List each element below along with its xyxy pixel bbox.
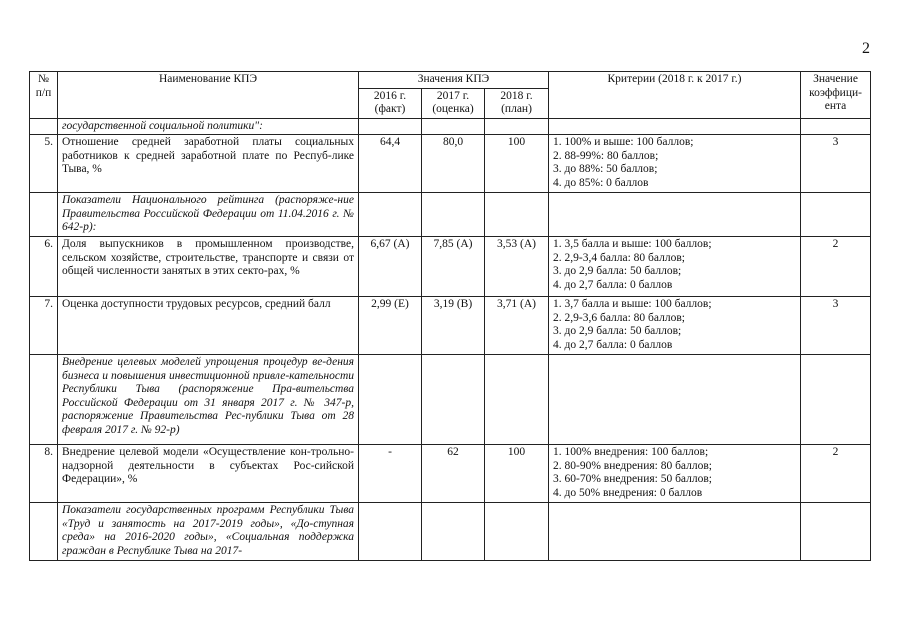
- value-2017: 3,19 (В): [422, 297, 485, 355]
- table-row: [30, 237, 871, 297]
- value-2017: 80,0: [422, 135, 485, 193]
- section-title: государственной социальной политики":: [58, 118, 359, 135]
- criteria-item: 4. до 50% внедрения: 0 баллов: [553, 486, 703, 499]
- indicator-name: Оценка доступности трудовых ресурсов, средний балл: [58, 297, 359, 355]
- criteria-item: 1. 3,7 балла и выше: 100 баллов;: [553, 298, 712, 310]
- page-number: 2: [862, 40, 870, 57]
- header-coefficient: Значение коэффици-ента: [801, 72, 871, 119]
- header-values: Значения КПЭ: [359, 72, 549, 89]
- header-2018: 2018 г. (план): [485, 88, 549, 118]
- criteria-list: [549, 237, 801, 297]
- coefficient-value: 3: [801, 297, 871, 355]
- value-2018: 3,53 (А): [485, 237, 549, 297]
- criteria-item: 3. до 2,9 балла: 50 баллов;: [553, 265, 682, 277]
- criteria-list: [549, 135, 801, 193]
- criteria-item: 4. до 2,7 балла: 0 баллов: [553, 338, 673, 351]
- row-number: 7.: [30, 297, 58, 355]
- criteria-item: 2. 80-90% внедрения: 80 баллов;: [553, 459, 712, 472]
- section-row: [30, 118, 871, 135]
- header-2017: 2017 г. (оценка): [422, 88, 485, 118]
- value-2016: -: [359, 445, 422, 503]
- header-name: Наименование КПЭ: [58, 72, 359, 119]
- header-row-1: [30, 72, 871, 89]
- header-criteria: Критерии (2018 г. к 2017 г.): [549, 72, 801, 119]
- criteria-list: [549, 445, 801, 503]
- table-row: [30, 445, 871, 503]
- table-row: [30, 297, 871, 355]
- criteria-item: 3. до 2,9 балла: 50 баллов;: [553, 325, 682, 337]
- section-row: [30, 193, 871, 237]
- value-2016: 64,4: [359, 135, 422, 193]
- row-number: 8.: [30, 445, 58, 503]
- header-2016: 2016 г. (факт): [359, 88, 422, 118]
- criteria-item: 2. 2,9-3,6 балла: 80 баллов;: [553, 311, 685, 324]
- criteria-item: 3. 60-70% внедрения: 50 баллов;: [553, 473, 712, 485]
- section-title: Показатели Национального рейтинга (распоряже-ние Правительства Российской Федерации от 11.04.2016 г. № 642-р):: [58, 193, 359, 237]
- criteria-item: 2. 88-99%: 80 баллов;: [553, 149, 659, 162]
- kpe-table: [29, 71, 871, 561]
- row-number: 6.: [30, 237, 58, 297]
- value-2018: 3,71 (А): [485, 297, 549, 355]
- value-2016: 2,99 (Е): [359, 297, 422, 355]
- header-num: № п/п: [30, 72, 58, 119]
- criteria-item: 1. 3,5 балла и выше: 100 баллов;: [553, 238, 712, 250]
- section-title: Показатели государственных программ Республики Тыва «Труд и занятость на 2017-2019 годы», «До-ступная среда» на 2016-2020 годы», «Социальная поддержка граждан в Республике Тыва на 2017-: [58, 503, 359, 561]
- coefficient-value: 3: [801, 135, 871, 193]
- criteria-list: [549, 297, 801, 355]
- indicator-name: Доля выпускников в промышленном производстве, сельском хозяйстве, строительстве, транспорте и связи от общей численности занятых в этих секто-рах, %: [58, 237, 359, 297]
- value-2016: 6,67 (А): [359, 237, 422, 297]
- value-2018: 100: [485, 135, 549, 193]
- value-2017: 62: [422, 445, 485, 503]
- section-row: [30, 503, 871, 561]
- section-title: Внедрение целевых моделей упрощения процедур ве-дения бизнеса и повышения инвестиционной привле-кательности Республики Тыва (распоряжение Пра-вительства Российской Федерации от 31 января 2017 г. № 347-р, распоряжение Правительства Рес-публики Тыва от 28 февраля 2017 г. № 92-р): [58, 355, 359, 445]
- criteria-item: 4. до 2,7 балла: 0 баллов: [553, 278, 673, 291]
- criteria-item: 2. 2,9-3,4 балла: 80 баллов;: [553, 251, 685, 264]
- value-2018: 100: [485, 445, 549, 503]
- coefficient-value: 2: [801, 237, 871, 297]
- value-2017: 7,85 (А): [422, 237, 485, 297]
- criteria-item: 1. 100% и выше: 100 баллов;: [553, 136, 694, 148]
- indicator-name: Внедрение целевой модели «Осуществление кон-трольно-надзорной деятельности в субъектах Рос-сийской Федерации», %: [58, 445, 359, 503]
- criteria-item: 3. до 88%: 50 баллов;: [553, 163, 658, 175]
- table-row: [30, 135, 871, 193]
- criteria-item: 4. до 85%: 0 баллов: [553, 176, 649, 189]
- indicator-name: Отношение средней заработной платы социальных работников к средней заработной плате по Респуб-лике Тыва, %: [58, 135, 359, 193]
- row-number: 5.: [30, 135, 58, 193]
- section-row: [30, 355, 871, 445]
- criteria-item: 1. 100% внедрения: 100 баллов;: [553, 446, 709, 458]
- coefficient-value: 2: [801, 445, 871, 503]
